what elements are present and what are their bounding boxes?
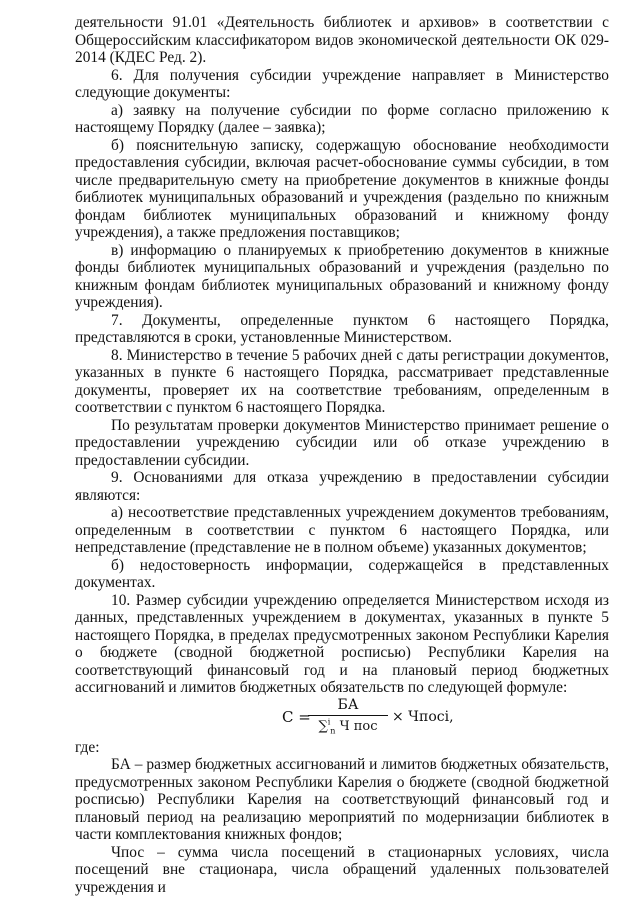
paragraph-item-9: 9. Основаниями для отказа учреждению в предоставлении субсидии являются: bbox=[75, 469, 609, 504]
formula-where-label: где: bbox=[75, 738, 100, 756]
sum-upper-index: i bbox=[327, 717, 331, 727]
sum-symbol: ∑ bbox=[318, 718, 328, 734]
paragraph-chpos-definition: Чпос – сумма числа посещений в стационарных условиях, числа посещений вне стационара, числа обращений удаленных пользователей учреждения и bbox=[75, 843, 609, 896]
paragraph-item-7: 7. Документы, определенные пунктом 6 настоящего Порядка, представляются в сроки, установленные Министерством. bbox=[75, 311, 609, 346]
formula-fraction bbox=[308, 697, 388, 735]
formula-numerator: БА bbox=[337, 696, 359, 713]
paragraph-item-6a: а) заявку на получение субсидии по форме согласно приложению к настоящему Порядку (далее – заявка); bbox=[75, 101, 609, 136]
formula-denominator bbox=[308, 718, 388, 735]
paragraph-item-8: 8. Министерство в течение 5 рабочих дней с даты регистрации документов, указанных в пункте 6 настоящего Порядка, рассматривает представленные документы, проверяет их на соответствие требованиям, определенным в соответствии с пунктом 6 настоящего Порядка. bbox=[75, 346, 609, 416]
paragraph-item-6b: б) пояснительную записку, содержащую обоснование необходимости предоставления субсидии, включая расчет-обоснование суммы субсидии, в том числе предварительную смету на приобретение документов в книжные фонды библиотек муниципальных образований и учреждения (раздельно по книжным фондам библиотек муниципальных образований и книжному фонду учреждения), а также предложения поставщиков; bbox=[75, 136, 609, 241]
document-page bbox=[75, 14, 609, 896]
paragraph-item-10: 10. Размер субсидии учреждению определяется Министерством исходя из данных, представленных учреждением в документах, указанных в пункте 5 настоящего Порядка, в пределах предусмотренных законом Республики Карелия о бюджете (сводной бюджетной росписью) Республики Карелия на соответствующий финансовый год и на плановый период бюджетных ассигнований и лимитов бюджетных обязательств по следующей формуле: bbox=[75, 591, 609, 696]
fraction-bar bbox=[308, 715, 388, 716]
paragraph-item-8-decision: По результатам проверки документов Министерство принимает решение о предоставлении учреждению субсидии или об отказе учреждению в предоставлении субсидии. bbox=[75, 416, 609, 469]
formula-lhs: С = bbox=[282, 707, 311, 726]
sum-lower-index: n bbox=[330, 726, 336, 736]
denominator-variable: Ч пос bbox=[335, 718, 378, 734]
formula-rhs: × Чпосi, bbox=[392, 708, 454, 725]
paragraph-item-9b: б) недостоверность информации, содержащейся в представленных документах. bbox=[75, 556, 609, 591]
paragraph-item-9a: а) несоответствие представленных учреждением документов требованиям, определенным в соответствии с пунктом 6 настоящего Порядка, или непредставление (представление не в полном объеме) указанных документов; bbox=[75, 504, 609, 556]
paragraph-item-6v: в) информацию о планируемых к приобретению документов в книжные фонды библиотек муниципальных образований и учреждения (раздельно по книжным фондам библиотек муниципальных образований и книжному фонду учреждения). bbox=[75, 241, 609, 311]
paragraph-okved-continuation: деятельности 91.01 «Деятельность библиотек и архивов» в соответствии с Общероссийским классификатором видов экономической деятельности ОК 029-2014 (КДЕС Ред. 2). bbox=[75, 14, 609, 66]
subsidy-formula bbox=[75, 697, 609, 739]
paragraph-item-6: 6. Для получения субсидии учреждение направляет в Министерство следующие документы: bbox=[75, 66, 609, 101]
paragraph-ba-definition: БА – размер бюджетных ассигнований и лимитов бюджетных обязательств, предусмотренных законом Республики Карелия о бюджете (сводной бюджетной росписью) Республики Карелия на соответствующий финансовый год и плановый период на реализацию мероприятий по модернизации библиотек в части комплектования книжных фондов; bbox=[75, 756, 609, 843]
